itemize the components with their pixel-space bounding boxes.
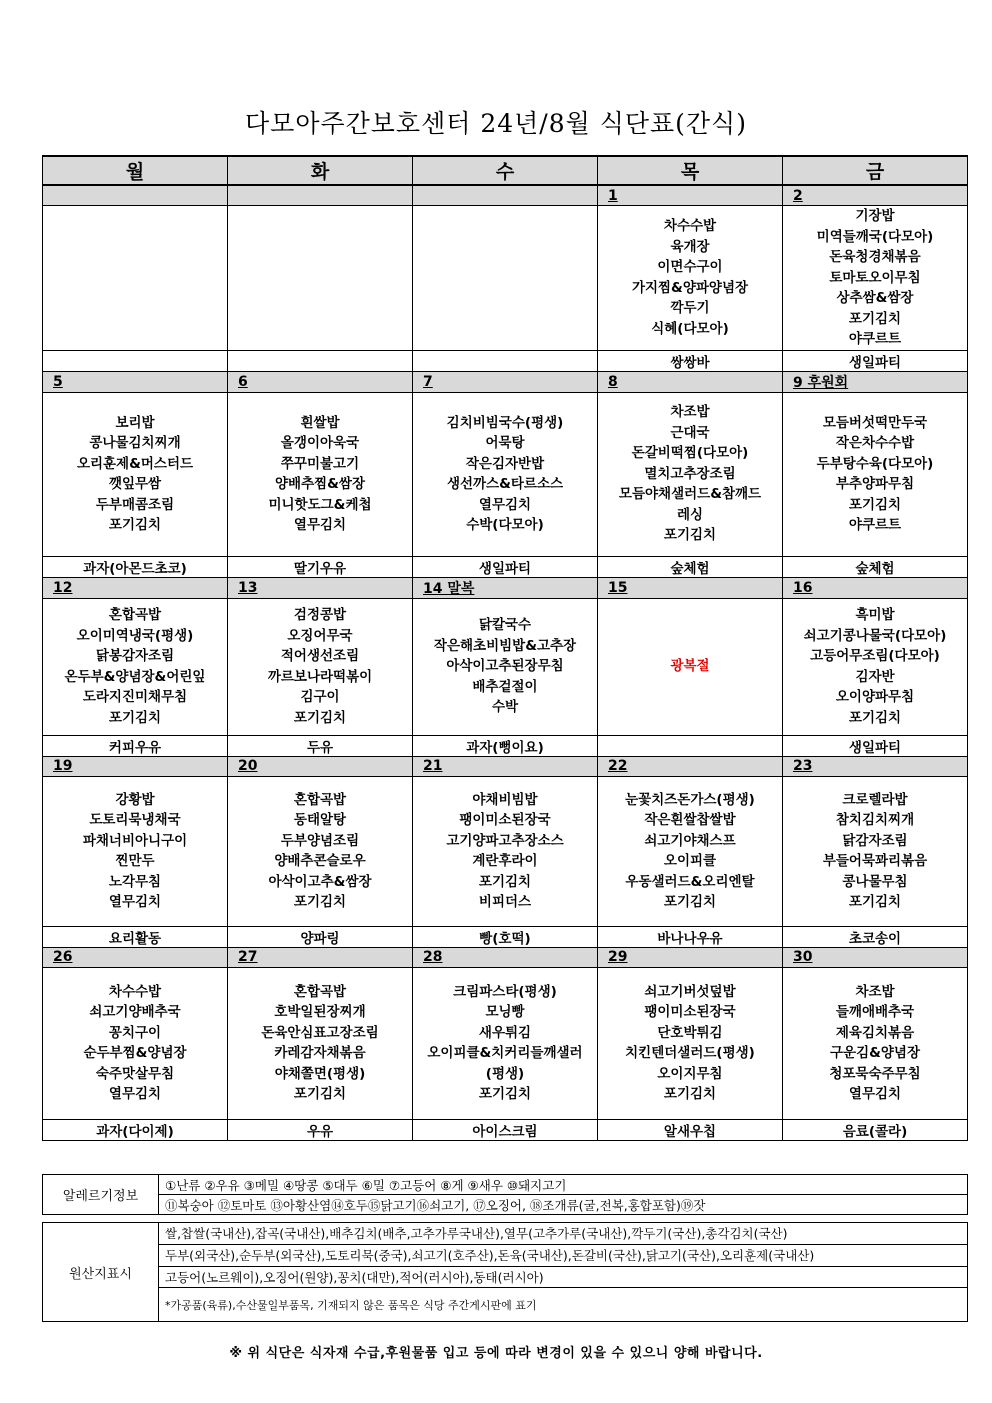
- menu-item: 포기김치: [293, 709, 347, 726]
- date-label: 30: [793, 949, 813, 965]
- menu-cell: [228, 206, 413, 351]
- menu-cell: [43, 392, 228, 556]
- date-label: 15: [608, 579, 628, 596]
- date-label: 20: [238, 758, 258, 774]
- menu-cell: [598, 776, 783, 926]
- menu-item: 야채비빔밥: [472, 791, 538, 808]
- menu-cell: [598, 598, 783, 735]
- date-cell: [413, 185, 598, 206]
- date-cell: [228, 185, 413, 206]
- snack-cell: 생일파티: [413, 556, 598, 577]
- snack-cell: 생일파티: [783, 350, 968, 371]
- page-title: 다모아주간보호센터 24년/8월 식단표(간식): [245, 109, 747, 138]
- menu-item: 아삭이고추&쌈장: [268, 873, 372, 890]
- date-label: 7: [423, 373, 433, 390]
- snack-cell: [598, 735, 783, 756]
- menu-item: 숙주맛살무침: [95, 1065, 175, 1082]
- date-label: 27: [238, 949, 258, 965]
- snack-cell: 과자(아몬드초코): [43, 556, 228, 577]
- menu-item: 이면수구이: [657, 259, 723, 276]
- date-cell: [43, 577, 228, 598]
- menu-item: 수박: [491, 699, 519, 716]
- menu-item: 오이피클&치커리들깨샐러: [427, 1045, 583, 1061]
- date-label: 21: [423, 758, 443, 774]
- menu-item: 돈육청경채볶음: [829, 249, 921, 265]
- date-label: 12: [53, 579, 73, 596]
- snack-cell: 숲체험: [598, 556, 783, 577]
- date-cell: [413, 577, 598, 598]
- date-label: 23: [793, 758, 813, 774]
- menu-item: 팽이미소된장국: [644, 1004, 736, 1020]
- date-label: 1: [608, 187, 618, 204]
- menu-item: 포기김치: [108, 709, 162, 726]
- weekday-header: 월: [43, 156, 228, 185]
- menu-item: 고기양파고추장소스: [446, 832, 564, 849]
- menu-cell: [43, 967, 228, 1119]
- menu-item: 파채너비아니구이: [82, 832, 188, 849]
- menu-item: 차조밥: [855, 983, 895, 1000]
- snack-cell: 빵(호떡): [413, 926, 598, 947]
- snack-cell: 두유: [228, 735, 413, 756]
- menu-cell: [43, 776, 228, 926]
- date-cell: [413, 947, 598, 967]
- snack-cell: [413, 350, 598, 371]
- weekday-header: 수: [413, 156, 598, 185]
- menu-item: 야쿠르트: [848, 517, 902, 533]
- date-cell: [228, 577, 413, 598]
- origin-line: 두부(외국산),순두부(외국산),도토리묵(중국),쇠고기(호주산),돈육(국내산),돈갈비(국산),닭고기(국산),오리훈제(국내산): [159, 1244, 968, 1266]
- menu-item: 도라지진미채무침: [82, 689, 188, 705]
- menu-item: 차수수밥: [108, 983, 162, 1000]
- menu-item: 콩나물무침: [842, 873, 908, 890]
- menu-item: 올갱이아욱국: [280, 435, 360, 451]
- menu-item: 포기김치: [848, 709, 902, 726]
- weekday-header: 화: [228, 156, 413, 185]
- date-label: 9 후원회: [793, 374, 849, 391]
- menu-cell: [598, 206, 783, 351]
- menu-item: 비피더스: [478, 894, 532, 910]
- menu-item: 부들어묵꽈리볶음: [822, 853, 928, 869]
- snack-cell: 우유: [228, 1119, 413, 1140]
- menu-item: 검정콩밥: [293, 607, 347, 623]
- menu-item: 미역들깨국(다모아): [816, 228, 934, 245]
- menu-item: 흑미밥: [855, 607, 895, 623]
- date-cell: [783, 185, 968, 206]
- menu-row: [43, 776, 968, 926]
- date-cell: [598, 185, 783, 206]
- allergy-line: ⑪복숭아 ⑫토마토 ⑬아황산염⑭호두⑮닭고기⑯쇠고기, ⑰오징어, ⑱조개류(굴,전복,홍합포함)⑲잣: [159, 1195, 968, 1215]
- menu-item: 동태알탕: [293, 812, 347, 828]
- menu-item: 순두부찜&양념장: [83, 1045, 187, 1061]
- date-label: 2: [793, 187, 803, 204]
- footnote: ※ 위 식단은 식자재 수급,후원물품 입고 등에 따라 변경이 있을 수 있으니 양해 바랍니다.: [229, 1346, 763, 1361]
- date-label: 5: [53, 373, 63, 390]
- menu-item: 포기김치: [108, 517, 162, 533]
- menu-item: 김치비빔국수(평생): [446, 414, 564, 431]
- menu-item: 혼합곡밥: [293, 791, 347, 808]
- menu-item: 근대국: [670, 424, 710, 441]
- menu-row: [43, 392, 968, 556]
- snack-cell: 딸기우유: [228, 556, 413, 577]
- menu-item: 강황밥: [115, 791, 155, 808]
- menu-cell: [413, 967, 598, 1119]
- allergy-line: ①난류 ②우유 ③메밀 ④땅콩 ⑤대두 ⑥밀 ⑦고등어 ⑧게 ⑨새우 ⑩돼지고기: [159, 1175, 968, 1195]
- snack-row: [43, 1119, 968, 1140]
- menu-item: 눈꽃치즈돈가스(평생): [625, 791, 755, 808]
- menu-item: 청포묵숙주무침: [829, 1065, 921, 1082]
- menu-item: 포기김치: [293, 894, 347, 910]
- snack-cell: 요리활동: [43, 926, 228, 947]
- weekday-header: 목: [598, 156, 783, 185]
- menu-cell: [228, 776, 413, 926]
- menu-item: 보리밥: [115, 414, 155, 431]
- date-row: [43, 947, 968, 967]
- snack-cell: 아이스크림: [413, 1119, 598, 1140]
- menu-cell: [228, 598, 413, 735]
- menu-row: [43, 598, 968, 735]
- menu-item: 온두부&양념장&어린잎: [64, 668, 206, 685]
- date-cell: [228, 947, 413, 967]
- date-cell: [598, 947, 783, 967]
- menu-item: 김구이: [300, 689, 340, 705]
- menu-item: 포기김치: [293, 1086, 347, 1102]
- menu-item: 야쿠르트: [848, 331, 902, 347]
- menu-item: 두부매콤조림: [95, 496, 175, 513]
- menu-item: 쭈꾸미불고기: [280, 455, 360, 472]
- origin-label: 원산지표시: [43, 1223, 159, 1322]
- allergy-info-table: [42, 1174, 968, 1215]
- menu-item: 포기김치: [663, 894, 717, 910]
- menu-item: 계란후라이: [472, 853, 538, 869]
- menu-item: 닭칼국수: [478, 617, 532, 634]
- menu-item: 육개장: [670, 238, 710, 255]
- menu-cell: [228, 967, 413, 1119]
- menu-item: 참치김치찌개: [835, 812, 915, 828]
- menu-item: 콩나물김치찌개: [89, 435, 181, 451]
- menu-item: 두부양념조림: [280, 832, 360, 849]
- menu-item: 팽이미소된장국: [459, 812, 551, 828]
- date-cell: [228, 756, 413, 776]
- menu-item: 오이피클: [663, 853, 717, 869]
- menu-item: 양배추찜&쌈장: [274, 476, 366, 492]
- menu-item: 혼합곡밥: [293, 983, 347, 1000]
- menu-cell: [413, 392, 598, 556]
- origin-info-table: [42, 1222, 968, 1322]
- date-cell: [783, 947, 968, 967]
- snack-cell: 바나나우유: [598, 926, 783, 947]
- menu-item: 혼합곡밥: [108, 607, 162, 623]
- menu-item: 돈육안심표고장조림: [261, 1024, 379, 1041]
- menu-item: 도토리묵냉채국: [89, 812, 181, 828]
- menu-item: 제육김치볶음: [835, 1024, 915, 1041]
- menu-item: 쇠고기양배추국: [89, 1004, 181, 1020]
- menu-item: 구운김&양념장: [829, 1045, 921, 1061]
- date-cell: [43, 185, 228, 206]
- menu-cell: [598, 392, 783, 556]
- date-row: [43, 577, 968, 598]
- menu-item: 부추양파무침: [835, 476, 915, 492]
- menu-item: 포기김치: [663, 527, 717, 544]
- menu-cell: [413, 206, 598, 351]
- menu-item: 식혜(다모아): [651, 320, 729, 337]
- date-label: 29: [608, 949, 628, 965]
- menu-item: 열무김치: [108, 1086, 162, 1102]
- menu-cell: [783, 967, 968, 1119]
- menu-item: 크림파스타(평생): [453, 983, 557, 1000]
- menu-item: 포기김치: [663, 1086, 717, 1102]
- menu-item: 오징어무국: [287, 627, 353, 644]
- date-row: [43, 371, 968, 392]
- menu-item: 꽁치구이: [108, 1024, 162, 1041]
- snack-cell: [228, 350, 413, 371]
- menu-item: 멸치고추장조림: [644, 465, 736, 482]
- menu-cell: [413, 776, 598, 926]
- snack-cell: 양파링: [228, 926, 413, 947]
- menu-item: 돈갈비떡찜(다모아): [631, 445, 749, 462]
- menu-cell: [783, 206, 968, 351]
- menu-item: 고등어무조림(다모아): [810, 648, 940, 664]
- menu-cell: [783, 776, 968, 926]
- date-cell: [783, 756, 968, 776]
- menu-item: 새우튀김: [478, 1024, 532, 1041]
- menu-item: 쇠고기야채스프: [644, 832, 736, 849]
- menu-item: 오이양파무침: [835, 689, 915, 705]
- origin-note: *가공품(육류),수산물일부품목, 기재되지 않은 품목은 식당 주간게시판에 표기: [159, 1288, 968, 1322]
- menu-item: 모닝빵: [485, 1004, 525, 1020]
- menu-cell: [413, 598, 598, 735]
- snack-row: [43, 556, 968, 577]
- menu-item: 포기김치: [478, 1086, 532, 1102]
- menu-item: 기장밥: [855, 208, 895, 224]
- menu-item: 포기김치: [848, 894, 902, 910]
- snack-cell: 과자(다이제): [43, 1119, 228, 1140]
- menu-item: 포기김치: [478, 873, 532, 890]
- menu-item: 모듬버섯떡만두국: [822, 414, 928, 431]
- snack-cell: 음료(콜라): [783, 1119, 968, 1140]
- menu-item: 닭봉감자조림: [95, 648, 175, 664]
- date-label: 13: [238, 579, 258, 596]
- menu-item: 작은해초비빔밥&고추장: [433, 637, 577, 654]
- date-label: 22: [608, 758, 628, 774]
- date-row: [43, 185, 968, 206]
- menu-cell: [783, 598, 968, 735]
- menu-item: 열무김치: [478, 496, 532, 513]
- date-cell: [598, 371, 783, 392]
- menu-item: 오이미역냉국(평생): [76, 627, 194, 644]
- date-cell: [228, 371, 413, 392]
- menu-item: 포기김치: [848, 310, 902, 327]
- menu-item: 상추쌈&쌈장: [836, 290, 914, 306]
- menu-item: 배추겉절이: [472, 678, 538, 695]
- date-label: 14 말복: [423, 580, 475, 597]
- menu-item: (평생): [485, 1065, 525, 1082]
- menu-cell: [598, 967, 783, 1119]
- menu-item: 작은김자반밥: [465, 455, 545, 472]
- menu-item: 토마토오이무침: [829, 269, 921, 286]
- date-cell: [783, 577, 968, 598]
- date-cell: [413, 756, 598, 776]
- menu-row: [43, 967, 968, 1119]
- menu-item: 우동샐러드&오리엔탈: [625, 873, 755, 890]
- menu-item: 차조밥: [670, 404, 710, 421]
- menu-item: 아삭이고추된장무침: [446, 658, 564, 675]
- menu-item: 미니핫도그&케첩: [268, 496, 372, 513]
- menu-item: 양배추콘슬로우: [274, 853, 366, 869]
- menu-item: 카레감자채볶음: [274, 1045, 366, 1061]
- snack-cell: 쌍쌍바: [598, 350, 783, 371]
- snack-cell: 숲체험: [783, 556, 968, 577]
- snack-row: [43, 350, 968, 371]
- date-label: 6: [238, 373, 248, 390]
- menu-item: 김자반: [855, 668, 895, 685]
- menu-item: 쇠고기버섯덮밥: [644, 983, 736, 1000]
- menu-item: 야채쫄면(평생): [274, 1065, 366, 1082]
- menu-item: 열무김치: [848, 1086, 902, 1102]
- menu-item: 레싱: [676, 506, 704, 523]
- snack-cell: 초코송이: [783, 926, 968, 947]
- menu-item: 적어생선조림: [280, 648, 360, 664]
- snack-row: [43, 926, 968, 947]
- menu-item: 찐만두: [115, 853, 155, 869]
- menu-item: 열무김치: [293, 517, 347, 533]
- date-cell: [43, 371, 228, 392]
- menu-item: 노각무침: [108, 873, 162, 890]
- menu-cell: [43, 206, 228, 351]
- date-cell: [598, 577, 783, 598]
- menu-item: 오리훈제&머스터드: [76, 455, 194, 472]
- date-cell: [43, 947, 228, 967]
- date-label: 26: [53, 949, 73, 965]
- menu-item: 깻잎무쌈: [108, 476, 162, 492]
- menu-item: 닭감자조림: [842, 832, 908, 849]
- menu-item: 흰쌀밥: [300, 414, 340, 431]
- menu-cell: [228, 392, 413, 556]
- snack-cell: [43, 350, 228, 371]
- menu-item: 들깨애배추국: [835, 1004, 915, 1020]
- menu-item: 두부탕수육(다모아): [816, 455, 934, 472]
- menu-cell: [43, 598, 228, 735]
- date-cell: [413, 371, 598, 392]
- weekday-header: 금: [783, 156, 968, 185]
- snack-row: [43, 735, 968, 756]
- snack-cell: 알새우칩: [598, 1119, 783, 1140]
- date-cell: [783, 371, 968, 392]
- menu-item: 크로렐라밥: [842, 791, 908, 808]
- snack-cell: 커피우유: [43, 735, 228, 756]
- date-label: 16: [793, 579, 813, 596]
- menu-item: 쇠고기콩나물국(다모아): [803, 627, 947, 644]
- menu-item: 까르보나라떡볶이: [267, 668, 373, 685]
- menu-table: [42, 155, 968, 1141]
- menu-cell: [783, 392, 968, 556]
- date-cell: [43, 756, 228, 776]
- holiday-label: 광복절: [670, 658, 710, 675]
- weekday-header-row: [43, 156, 968, 185]
- date-cell: [598, 756, 783, 776]
- menu-item: 가지찜&양파양념장: [631, 279, 749, 296]
- date-label: 8: [608, 373, 618, 390]
- menu-item: 단호박튀김: [657, 1024, 723, 1041]
- date-label: 19: [53, 758, 73, 774]
- menu-row: [43, 206, 968, 351]
- menu-item: 포기김치: [848, 496, 902, 513]
- menu-item: 모듬야채샐러드&참깨드: [618, 486, 762, 503]
- menu-item: 치킨텐더샐러드(평생): [625, 1045, 755, 1061]
- snack-cell: 생일파티: [783, 735, 968, 756]
- origin-line: 쌀,찹쌀(국내산),잡곡(국내산),배추김치(배추,고추가루국내산),열무(고추가루(국내산),깍두기(국산),총각김치(국산): [159, 1223, 968, 1245]
- menu-item: 어묵탕: [485, 435, 525, 451]
- allergy-label: 알레르기정보: [43, 1175, 159, 1215]
- menu-item: 호박일된장찌개: [274, 1004, 366, 1020]
- menu-item: 깍두기: [670, 300, 710, 317]
- menu-item: 작은차수수밥: [835, 435, 915, 451]
- date-label: 28: [423, 949, 443, 965]
- menu-item: 생선까스&타르소스: [446, 476, 564, 492]
- menu-item: 차수수밥: [663, 218, 717, 235]
- menu-item: 오이지무침: [657, 1065, 723, 1082]
- origin-line: 고등어(노르웨이),오징어(원양),꽁치(대만),적어(러시아),동태(러시아): [159, 1266, 968, 1288]
- date-row: [43, 756, 968, 776]
- menu-item: 열무김치: [108, 894, 162, 910]
- snack-cell: 과자(뻥이요): [413, 735, 598, 756]
- menu-item: 작은흰쌀찹쌀밥: [644, 812, 736, 828]
- menu-item: 수박(다모아): [466, 517, 544, 533]
